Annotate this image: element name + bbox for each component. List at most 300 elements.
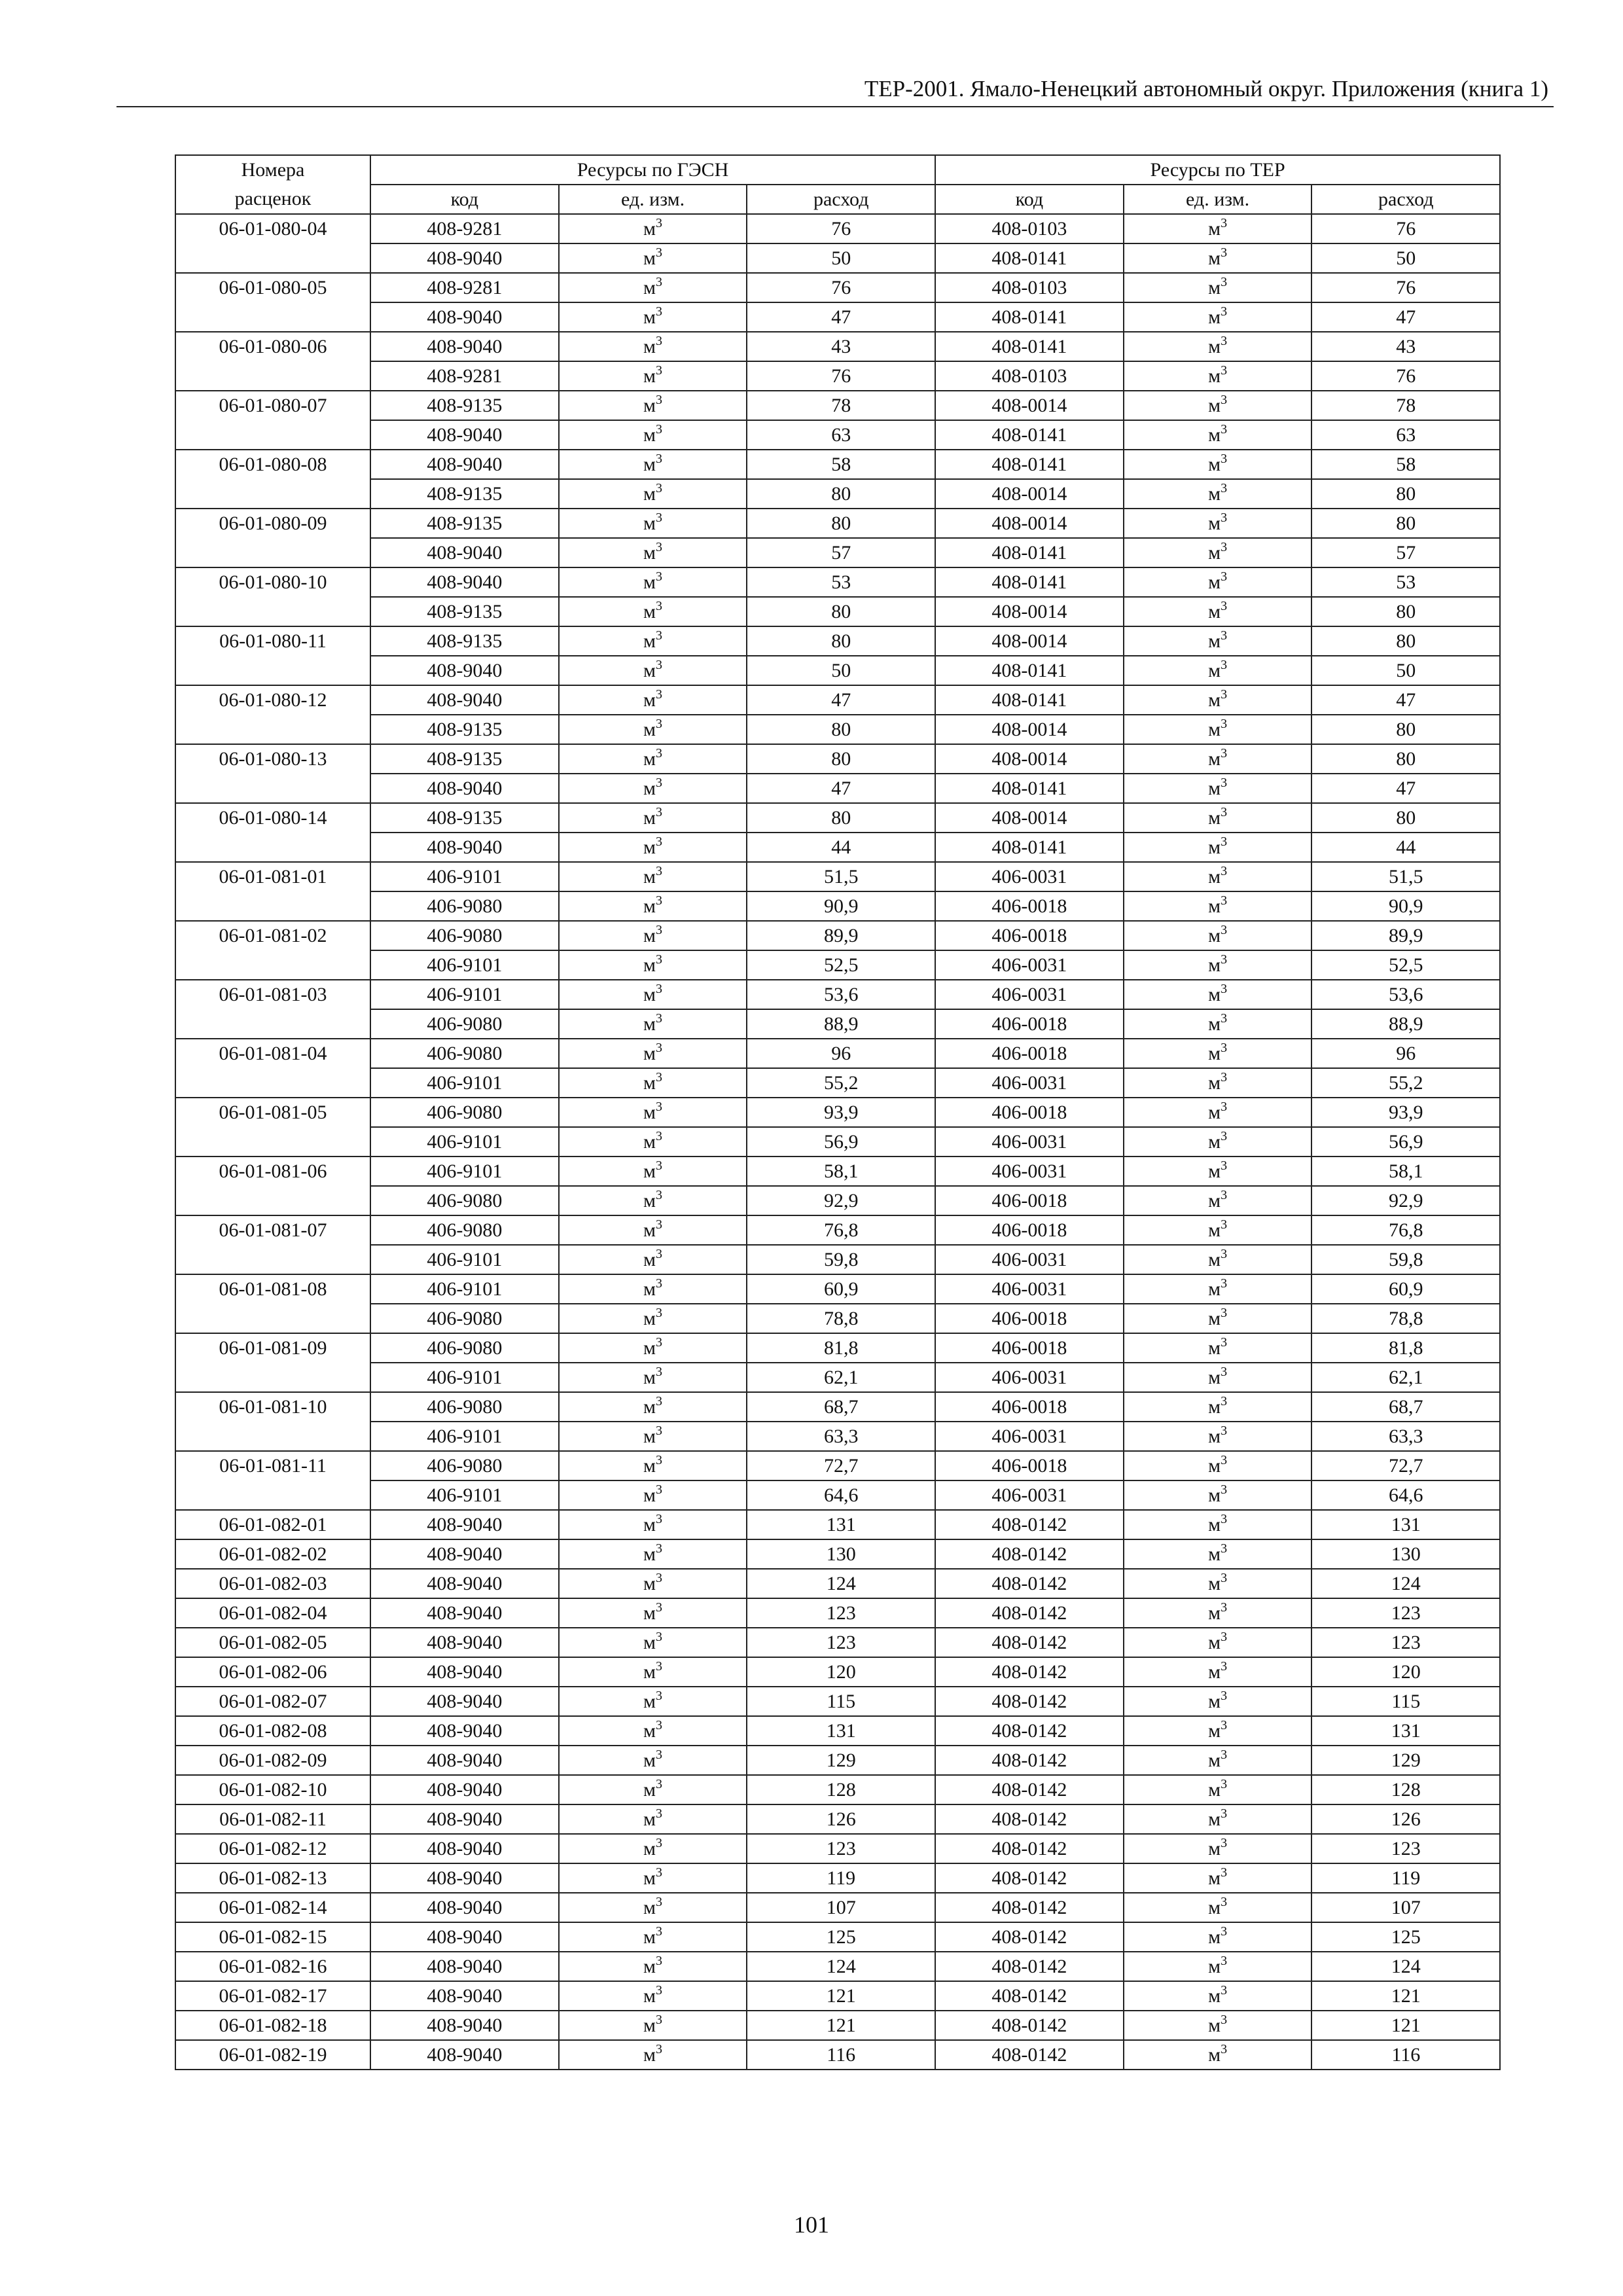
ter-code-cell: 408-0141: [935, 332, 1124, 361]
ter-unit-cell: [1124, 420, 1312, 450]
gesn-unit-cell: [559, 450, 747, 479]
unit-base: м: [1208, 1719, 1221, 1742]
gesn-unit-cell: [559, 1157, 747, 1186]
unit-exponent: 3: [1221, 274, 1228, 289]
gesn-code-cell: 406-9080: [370, 1098, 559, 1127]
table-row: [175, 1451, 1500, 1480]
unit-exponent: 3: [1221, 863, 1228, 878]
unit-exponent: 3: [1221, 628, 1228, 643]
ter-amount-cell: 52,5: [1311, 950, 1500, 980]
gesn-code-cell: 408-9040: [370, 1922, 559, 1952]
unit-exponent: 3: [1221, 1747, 1228, 1762]
unit-base: м: [643, 1690, 656, 1712]
unit-exponent: 3: [1221, 1246, 1228, 1261]
ter-amount-cell: 76: [1311, 214, 1500, 243]
table-row: [175, 1422, 1500, 1451]
rate-number-cell: [175, 950, 370, 980]
rate-number-cell: 06-01-080-05: [175, 273, 370, 302]
unit-base: м: [1208, 1160, 1221, 1182]
ter-code-cell: 406-0018: [935, 921, 1124, 950]
unit-exponent: 3: [656, 363, 663, 378]
table-row: [175, 597, 1500, 626]
gesn-unit-cell: [559, 214, 747, 243]
rate-number-cell: 06-01-080-12: [175, 685, 370, 715]
gesn-unit-cell: [559, 1834, 747, 1863]
ter-unit-cell: [1124, 1804, 1312, 1834]
ter-code-cell: 408-0142: [935, 1893, 1124, 1922]
ter-code-cell: 408-0014: [935, 391, 1124, 420]
unit-exponent: 3: [656, 1659, 663, 1674]
gesn-code-cell: 408-9040: [370, 538, 559, 567]
table-row: [175, 1863, 1500, 1893]
ter-amount-cell: 128: [1311, 1775, 1500, 1804]
ter-code-cell: 408-0103: [935, 273, 1124, 302]
unit-exponent: 3: [656, 1570, 663, 1585]
ter-unit-cell: [1124, 597, 1312, 626]
unit-base: м: [1208, 571, 1221, 593]
table-row: [175, 1539, 1500, 1569]
table-row: [175, 1687, 1500, 1716]
rate-number-cell: [175, 1068, 370, 1098]
header-gesn-amount: расход: [747, 185, 935, 214]
table-row: [175, 1952, 1500, 1981]
gesn-code-cell: 406-9101: [370, 1068, 559, 1098]
ter-amount-cell: 124: [1311, 1952, 1500, 1981]
unit-exponent: 3: [656, 1541, 663, 1556]
unit-base: м: [643, 1572, 656, 1594]
ter-amount-cell: 78: [1311, 391, 1500, 420]
ter-code-cell: 406-0031: [935, 950, 1124, 980]
unit-base: м: [643, 1631, 656, 1653]
ter-code-cell: 406-0018: [935, 1333, 1124, 1363]
ter-amount-cell: 123: [1311, 1598, 1500, 1628]
ter-amount-cell: 64,6: [1311, 1480, 1500, 1510]
unit-exponent: 3: [1221, 1040, 1228, 1055]
gesn-code-cell: 408-9135: [370, 597, 559, 626]
unit-base: м: [643, 571, 656, 593]
unit-exponent: 3: [1221, 657, 1228, 672]
rate-number-cell: 06-01-081-05: [175, 1098, 370, 1127]
rate-number-cell: [175, 1245, 370, 1274]
ter-code-cell: 408-0142: [935, 2011, 1124, 2040]
unit-base: м: [643, 1336, 656, 1359]
unit-base: м: [643, 747, 656, 770]
ter-unit-cell: [1124, 567, 1312, 597]
gesn-amount-cell: 128: [747, 1775, 935, 1804]
ter-amount-cell: 116: [1311, 2040, 1500, 2070]
header-ter-code: код: [935, 185, 1124, 214]
gesn-amount-cell: 78: [747, 391, 935, 420]
ter-unit-cell: [1124, 1068, 1312, 1098]
gesn-code-cell: 408-9040: [370, 1716, 559, 1746]
gesn-amount-cell: 53,6: [747, 980, 935, 1009]
gesn-code-cell: 406-9080: [370, 1451, 559, 1480]
unit-base: м: [643, 306, 656, 328]
gesn-amount-cell: 81,8: [747, 1333, 935, 1363]
rate-number-cell: [175, 1304, 370, 1333]
unit-exponent: 3: [656, 1717, 663, 1732]
gesn-amount-cell: 76: [747, 273, 935, 302]
unit-base: м: [643, 954, 656, 976]
unit-exponent: 3: [656, 1423, 663, 1438]
ter-unit-cell: [1124, 538, 1312, 567]
ter-unit-cell: [1124, 1363, 1312, 1392]
table-subheader-row: [175, 185, 1500, 214]
unit-exponent: 3: [1221, 1011, 1228, 1026]
rate-number-cell: 06-01-082-18: [175, 2011, 370, 2040]
ter-amount-cell: 121: [1311, 1981, 1500, 2011]
unit-base: м: [1208, 718, 1221, 740]
ter-amount-cell: 58,1: [1311, 1157, 1500, 1186]
ter-unit-cell: [1124, 1893, 1312, 1922]
gesn-amount-cell: 124: [747, 1952, 935, 1981]
table-row: [175, 567, 1500, 597]
table-row: [175, 1569, 1500, 1598]
rate-number-cell: 06-01-082-10: [175, 1775, 370, 1804]
rate-number-cell: [175, 1363, 370, 1392]
ter-code-cell: 406-0031: [935, 1480, 1124, 1510]
ter-code-cell: 406-0031: [935, 1274, 1124, 1304]
ter-unit-cell: [1124, 980, 1312, 1009]
gesn-amount-cell: 63: [747, 420, 935, 450]
unit-base: м: [1208, 747, 1221, 770]
rate-number-cell: 06-01-080-04: [175, 214, 370, 243]
gesn-amount-cell: 62,1: [747, 1363, 935, 1392]
table-row: [175, 302, 1500, 332]
ter-code-cell: 406-0031: [935, 862, 1124, 891]
unit-exponent: 3: [1221, 1335, 1228, 1350]
unit-base: м: [643, 1307, 656, 1329]
gesn-unit-cell: [559, 1804, 747, 1834]
unit-exponent: 3: [656, 1806, 663, 1821]
ter-code-cell: 408-0141: [935, 243, 1124, 273]
unit-exponent: 3: [656, 1511, 663, 1526]
ter-unit-cell: [1124, 302, 1312, 332]
unit-exponent: 3: [1221, 952, 1228, 967]
rate-number-cell: 06-01-081-01: [175, 862, 370, 891]
rate-number-cell: 06-01-081-08: [175, 1274, 370, 1304]
unit-exponent: 3: [1221, 333, 1228, 348]
unit-base: м: [1208, 1071, 1221, 1094]
unit-base: м: [1208, 1425, 1221, 1447]
ter-code-cell: 408-0142: [935, 1716, 1124, 1746]
unit-base: м: [1208, 276, 1221, 298]
gesn-unit-cell: [559, 744, 747, 774]
unit-exponent: 3: [656, 1069, 663, 1085]
gesn-unit-cell: [559, 1687, 747, 1716]
gesn-code-cell: 408-9040: [370, 1893, 559, 1922]
unit-base: м: [643, 659, 656, 681]
unit-base: м: [643, 836, 656, 858]
unit-base: м: [1208, 1484, 1221, 1506]
unit-exponent: 3: [1221, 1482, 1228, 1497]
unit-base: м: [643, 2043, 656, 2066]
ter-code-cell: 408-0141: [935, 833, 1124, 862]
rate-number-cell: 06-01-082-12: [175, 1834, 370, 1863]
unit-base: м: [643, 806, 656, 829]
gesn-amount-cell: 44: [747, 833, 935, 862]
unit-exponent: 3: [1221, 569, 1228, 584]
table-row: [175, 1098, 1500, 1127]
gesn-amount-cell: 60,9: [747, 1274, 935, 1304]
table-row: [175, 243, 1500, 273]
gesn-amount-cell: 130: [747, 1539, 935, 1569]
unit-exponent: 3: [1221, 1541, 1228, 1556]
unit-exponent: 3: [656, 1482, 663, 1497]
table-row: [175, 1657, 1500, 1687]
ter-amount-cell: 80: [1311, 597, 1500, 626]
ter-amount-cell: 43: [1311, 332, 1500, 361]
unit-base: м: [643, 924, 656, 946]
table-row: [175, 1628, 1500, 1657]
ter-unit-cell: [1124, 509, 1312, 538]
ter-code-cell: 408-0142: [935, 1775, 1124, 1804]
table-row: [175, 744, 1500, 774]
gesn-amount-cell: 47: [747, 774, 935, 803]
page-header: [116, 73, 1554, 107]
gesn-amount-cell: 131: [747, 1510, 935, 1539]
ter-code-cell: 408-0014: [935, 509, 1124, 538]
ter-amount-cell: 93,9: [1311, 1098, 1500, 1127]
unit-base: м: [1208, 1631, 1221, 1653]
unit-base: м: [1208, 1248, 1221, 1270]
gesn-amount-cell: 72,7: [747, 1451, 935, 1480]
ter-unit-cell: [1124, 1598, 1312, 1628]
table-row: [175, 891, 1500, 921]
gesn-unit-cell: [559, 1127, 747, 1157]
ter-amount-cell: 72,7: [1311, 1451, 1500, 1480]
gesn-amount-cell: 123: [747, 1628, 935, 1657]
unit-exponent: 3: [656, 657, 663, 672]
table-row: [175, 391, 1500, 420]
unit-exponent: 3: [1221, 1128, 1228, 1143]
unit-base: м: [643, 247, 656, 269]
unit-base: м: [643, 1778, 656, 1801]
gesn-code-cell: 408-9040: [370, 1539, 559, 1569]
unit-exponent: 3: [656, 1187, 663, 1202]
gesn-code-cell: 408-9040: [370, 1687, 559, 1716]
page-number: 101: [794, 2212, 829, 2238]
unit-exponent: 3: [1221, 1688, 1228, 1703]
rate-number-cell: [175, 656, 370, 685]
table-row: [175, 361, 1500, 391]
gesn-code-cell: 408-9040: [370, 450, 559, 479]
unit-base: м: [643, 1513, 656, 1535]
unit-exponent: 3: [1221, 1069, 1228, 1085]
rate-number-cell: [175, 1009, 370, 1039]
unit-base: м: [1208, 1013, 1221, 1035]
unit-exponent: 3: [1221, 2012, 1228, 2027]
rate-number-cell: [175, 891, 370, 921]
gesn-code-cell: 406-9080: [370, 1333, 559, 1363]
table-row: [175, 332, 1500, 361]
gesn-amount-cell: 58: [747, 450, 935, 479]
rate-number-cell: [175, 538, 370, 567]
gesn-unit-cell: [559, 626, 747, 656]
unit-exponent: 3: [656, 1600, 663, 1615]
ter-code-cell: 406-0031: [935, 1068, 1124, 1098]
gesn-code-cell: 408-9135: [370, 509, 559, 538]
unit-exponent: 3: [1221, 598, 1228, 613]
unit-exponent: 3: [1221, 1659, 1228, 1674]
gesn-unit-cell: [559, 420, 747, 450]
gesn-code-cell: 406-9080: [370, 921, 559, 950]
gesn-code-cell: 406-9101: [370, 1274, 559, 1304]
table-body: [175, 214, 1500, 2070]
unit-base: м: [643, 1808, 656, 1830]
unit-base: м: [643, 1395, 656, 1418]
unit-exponent: 3: [1221, 922, 1228, 937]
gesn-unit-cell: [559, 1746, 747, 1775]
ter-amount-cell: 68,7: [1311, 1392, 1500, 1422]
unit-base: м: [1208, 247, 1221, 269]
gesn-code-cell: 408-9040: [370, 332, 559, 361]
gesn-unit-cell: [559, 1569, 747, 1598]
gesn-code-cell: 408-9040: [370, 1657, 559, 1687]
ter-amount-cell: 121: [1311, 2011, 1500, 2040]
unit-exponent: 3: [1221, 1393, 1228, 1408]
gesn-code-cell: 406-9101: [370, 950, 559, 980]
table-row: [175, 1893, 1500, 1922]
rate-number-cell: 06-01-082-11: [175, 1804, 370, 1834]
rate-number-cell: 06-01-080-09: [175, 509, 370, 538]
unit-exponent: 3: [656, 1276, 663, 1291]
unit-exponent: 3: [656, 480, 663, 495]
rate-number-cell: [175, 479, 370, 509]
table-row: [175, 1215, 1500, 1245]
rate-number-cell: [175, 1186, 370, 1215]
gesn-unit-cell: [559, 2011, 747, 2040]
ter-code-cell: 408-0142: [935, 1952, 1124, 1981]
gesn-unit-cell: [559, 1922, 747, 1952]
unit-base: м: [1208, 1395, 1221, 1418]
unit-exponent: 3: [1221, 1511, 1228, 1526]
unit-exponent: 3: [1221, 981, 1228, 996]
gesn-amount-cell: 43: [747, 332, 935, 361]
unit-exponent: 3: [1221, 804, 1228, 819]
gesn-amount-cell: 51,5: [747, 862, 935, 891]
gesn-amount-cell: 47: [747, 685, 935, 715]
resources-table: [175, 154, 1501, 2070]
gesn-code-cell: 408-9040: [370, 2040, 559, 2070]
rate-number-cell: [175, 833, 370, 862]
gesn-unit-cell: [559, 2040, 747, 2070]
ter-amount-cell: 78,8: [1311, 1304, 1500, 1333]
unit-exponent: 3: [1221, 1982, 1228, 1998]
unit-exponent: 3: [656, 1865, 663, 1880]
gesn-amount-cell: 55,2: [747, 1068, 935, 1098]
table-row: [175, 538, 1500, 567]
ter-unit-cell: [1124, 1981, 1312, 2011]
unit-exponent: 3: [1221, 745, 1228, 761]
unit-exponent: 3: [1221, 1276, 1228, 1291]
ter-code-cell: 406-0018: [935, 1009, 1124, 1039]
unit-exponent: 3: [656, 893, 663, 908]
ter-code-cell: 408-0142: [935, 1922, 1124, 1952]
rate-number-cell: 06-01-081-02: [175, 921, 370, 950]
unit-base: м: [1208, 1101, 1221, 1123]
ter-unit-cell: [1124, 361, 1312, 391]
unit-base: м: [643, 423, 656, 446]
unit-exponent: 3: [656, 1099, 663, 1114]
ter-amount-cell: 80: [1311, 479, 1500, 509]
table-row: [175, 1157, 1500, 1186]
gesn-code-cell: 408-9040: [370, 302, 559, 332]
header-title: ТЕР-2001. Ямало-Ненецкий автономный округ. Приложения (книга 1): [864, 76, 1548, 101]
ter-amount-cell: 125: [1311, 1922, 1500, 1952]
rate-number-cell: 06-01-082-02: [175, 1539, 370, 1569]
rate-number-cell: 06-01-080-07: [175, 391, 370, 420]
unit-exponent: 3: [656, 1452, 663, 1467]
unit-base: м: [1208, 335, 1221, 357]
unit-base: м: [643, 1189, 656, 1211]
ter-code-cell: 408-0142: [935, 1539, 1124, 1569]
gesn-amount-cell: 80: [747, 715, 935, 744]
table-row: [175, 1274, 1500, 1304]
header-num-line1: Номера: [175, 155, 370, 185]
ter-amount-cell: 63: [1311, 420, 1500, 450]
ter-unit-cell: [1124, 1127, 1312, 1157]
rate-number-cell: 06-01-081-10: [175, 1392, 370, 1422]
header-gesn-unit: ед. изм.: [559, 185, 747, 214]
unit-base: м: [1208, 1366, 1221, 1388]
gesn-amount-cell: 76: [747, 361, 935, 391]
unit-exponent: 3: [1221, 775, 1228, 790]
ter-code-cell: 406-0031: [935, 1157, 1124, 1186]
unit-exponent: 3: [656, 687, 663, 702]
table-row: [175, 656, 1500, 685]
gesn-unit-cell: [559, 803, 747, 833]
unit-exponent: 3: [656, 1393, 663, 1408]
ter-code-cell: 406-0018: [935, 1186, 1124, 1215]
ter-code-cell: 408-0014: [935, 715, 1124, 744]
gesn-unit-cell: [559, 302, 747, 332]
ter-amount-cell: 96: [1311, 1039, 1500, 1068]
unit-exponent: 3: [656, 2012, 663, 2027]
ter-unit-cell: [1124, 685, 1312, 715]
gesn-unit-cell: [559, 1068, 747, 1098]
unit-base: м: [643, 630, 656, 652]
rate-number-cell: 06-01-082-08: [175, 1716, 370, 1746]
unit-exponent: 3: [1221, 1894, 1228, 1909]
ter-code-cell: 408-0142: [935, 1863, 1124, 1893]
table-row: [175, 862, 1500, 891]
gesn-unit-cell: [559, 1274, 747, 1304]
gesn-code-cell: 408-9040: [370, 1746, 559, 1775]
ter-amount-cell: 62,1: [1311, 1363, 1500, 1392]
gesn-code-cell: 408-9040: [370, 567, 559, 597]
ter-unit-cell: [1124, 626, 1312, 656]
gesn-amount-cell: 93,9: [747, 1098, 935, 1127]
gesn-amount-cell: 68,7: [747, 1392, 935, 1422]
unit-base: м: [643, 2014, 656, 2036]
gesn-amount-cell: 125: [747, 1922, 935, 1952]
gesn-amount-cell: 80: [747, 744, 935, 774]
ter-unit-cell: [1124, 656, 1312, 685]
table-row: [175, 715, 1500, 744]
rate-number-cell: 06-01-080-14: [175, 803, 370, 833]
table-row: [175, 1981, 1500, 2011]
unit-base: м: [643, 335, 656, 357]
unit-base: м: [643, 1248, 656, 1270]
table-row: [175, 1834, 1500, 1863]
gesn-code-cell: 406-9080: [370, 1186, 559, 1215]
gesn-unit-cell: [559, 509, 747, 538]
table-row: [175, 450, 1500, 479]
ter-amount-cell: 76: [1311, 361, 1500, 391]
table-row: [175, 1304, 1500, 1333]
gesn-amount-cell: 56,9: [747, 1127, 935, 1157]
